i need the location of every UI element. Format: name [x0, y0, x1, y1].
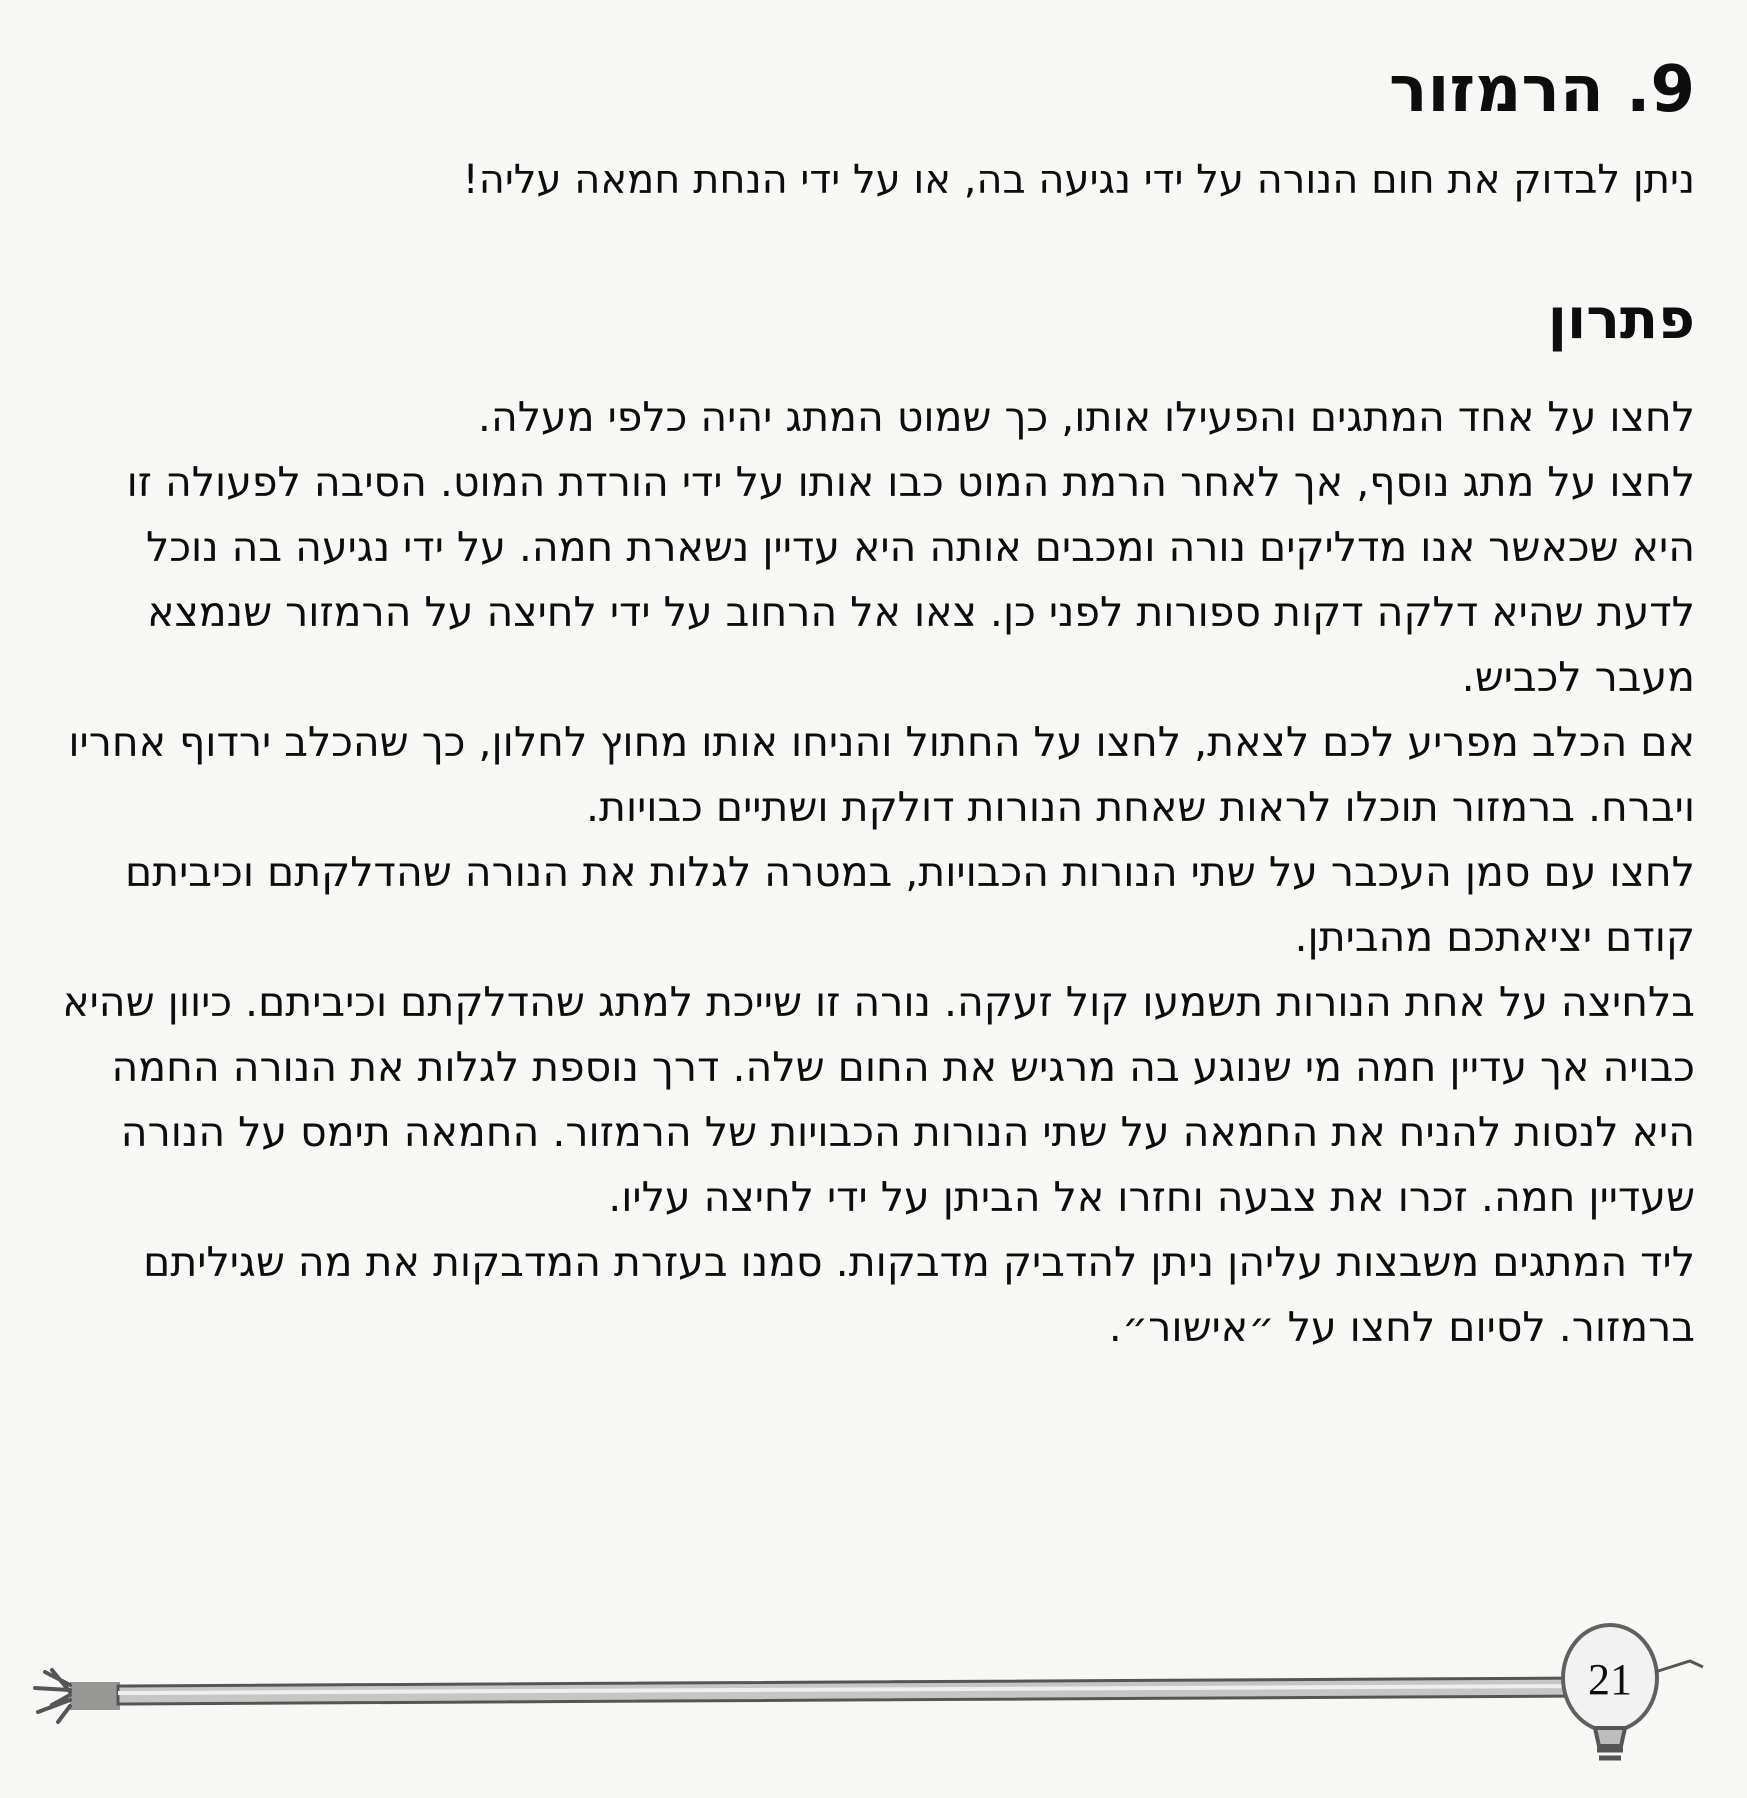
page-number: 21	[1588, 1655, 1632, 1704]
page-title: 9. הרמזור	[1388, 53, 1695, 127]
solution-paragraph: לחצו על אחד המתגים והפעילו אותו, כך שמוט המתג יהיה כלפי מעלה.	[477, 393, 1695, 441]
solution-paragraph: אם הכלב מפריע לכם לצאת, לחצו על החתול והניחו אותו מחוץ לחלון, כך שהכלב ירדוף אחריו ויברח. ברמזור תוכלו לראות שאחת הנורות דולקת ושתיים כבויות.	[68, 718, 1695, 831]
solution-paragraph: לחצו עם סמן העכבר על שתי הנורות הכבויות, במטרה לגלות את הנורה שהדלקתם וכיביתם קודם יציאתכם מהביתן.	[124, 848, 1695, 961]
document-page	[40, 40, 1695, 1420]
solution-body	[55, 385, 1695, 1360]
solution-heading: פתרון	[1547, 287, 1695, 352]
solution-paragraph: לחצו על מתג נוסף, אך לאחר הרמת המוט כבו אותו על ידי הורדת המוט. הסיבה לפעולה זו היא שכאשר אנו מדליקים נורה ומכבים אותה היא עדיין נשארת חמה. על ידי נגיעה בה נוכל לדעת שהיא דלקה דקות ספורות לפני כן. צאו אל הרחוב על ידי לחיצה על הרמזור שנמצא מעבר לכביש.	[126, 458, 1695, 701]
solution-paragraph: בלחיצה על אחת הנורות תשמעו קול זעקה. נורה זו שייכת למתג שהדלקתם וכיביתם. כיוון שהיא כבויה אך עדיין חמה מי שנוגע בה מרגיש את החום שלה. דרך נוספת לגלות את הנורה החמה היא לנסות להניח את החמאה על שתי הנורות הכבויות של הרמזור. החמאה תימס על הנורה שעדיין חמה. זכרו את צבעה וחזרו אל הביתן על ידי לחיצה עליו.	[62, 978, 1695, 1221]
frayed-cable-end-icon	[35, 1670, 120, 1722]
intro-text: ניתן לבדוק את חום הנורה על ידי נגיעה בה, או על ידי הנחת חמאה עליה!	[462, 157, 1695, 203]
cable-icon	[118, 1678, 1585, 1704]
page-footer	[0, 1600, 1747, 1798]
cable-decoration	[0, 1600, 1747, 1798]
solution-paragraph: ליד המתגים משבצות עליהן ניתן להדביק מדבקות. סמנו בעזרת המדבקות את מה שגיליתם ברמזור. לסיום לחצו על ״אישור״.	[143, 1238, 1695, 1351]
